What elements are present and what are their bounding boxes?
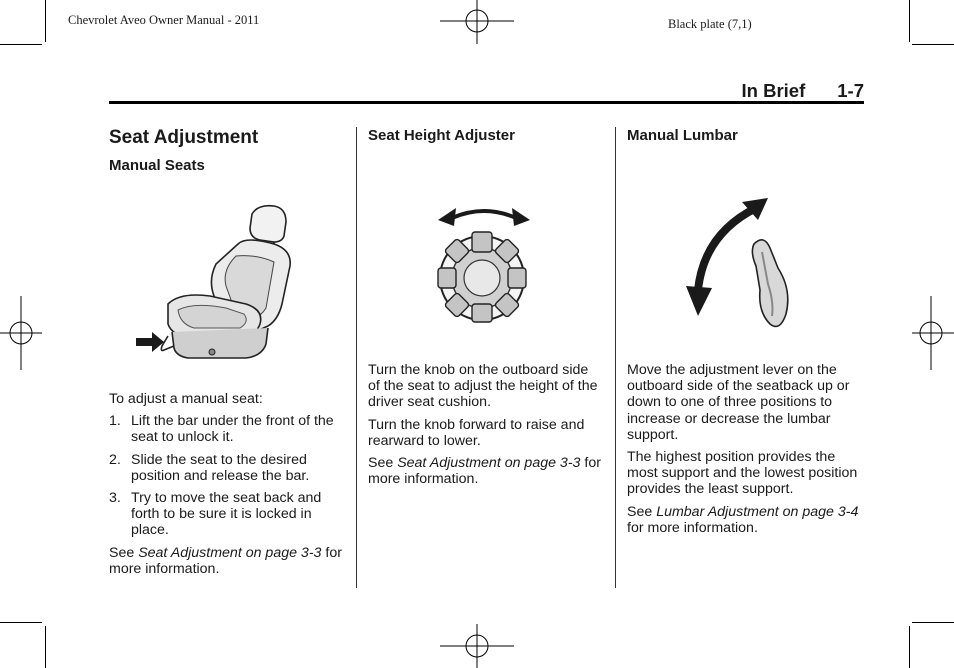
reference-link[interactable]: Lumbar Adjustment on page 3-4	[656, 503, 859, 520]
step-number: 1.	[109, 413, 121, 430]
column-1-body	[109, 391, 349, 583]
running-head	[742, 80, 864, 102]
subsection-heading: Seat Height Adjuster	[368, 127, 515, 144]
registration-mark-left-icon	[0, 296, 44, 370]
see-suffix: for more information.	[627, 519, 758, 536]
registration-mark-bottom-icon	[440, 624, 516, 668]
crop-mark	[909, 626, 910, 668]
see-suffix: for more information.	[109, 544, 342, 577]
column-2-body	[368, 362, 604, 493]
crop-mark	[0, 44, 42, 45]
see-reference	[627, 504, 865, 536]
step-text: Slide the seat to the desired position and release the bar.	[131, 451, 310, 484]
list-item	[109, 490, 349, 539]
column-divider	[615, 127, 616, 588]
registration-mark-right-icon	[910, 296, 954, 370]
subsection-heading: Manual Seats	[109, 157, 205, 174]
reference-link[interactable]: Seat Adjustment on page 3-3	[138, 544, 322, 561]
height-adjuster-knob-illustration	[432, 196, 536, 326]
section-title: In Brief	[741, 80, 806, 101]
page-number: 1-7	[837, 80, 864, 101]
header-right-text: Black plate (7,1)	[668, 17, 752, 31]
column-3-body	[627, 362, 865, 542]
paragraph: The highest position provides the most support and the lowest position provides the least support.	[627, 449, 858, 498]
see-prefix: See	[368, 455, 398, 472]
paragraph: Turn the knob on the outboard side of the seat to adjust the height of the driver seat cushion.	[368, 362, 598, 411]
manual-seat-illustration	[134, 200, 304, 370]
crop-mark	[912, 44, 954, 45]
see-prefix: See	[109, 544, 139, 561]
list-item	[109, 413, 349, 445]
see-reference	[109, 545, 349, 577]
registration-mark-top-icon	[440, 0, 516, 44]
step-text: Try to move the seat back and forth to be sure it is locked in place.	[131, 490, 322, 539]
header-rule	[109, 101, 864, 104]
crop-mark	[912, 622, 954, 623]
list-item	[109, 452, 349, 484]
crop-mark	[909, 0, 910, 42]
paragraph: Move the adjustment lever on the outboard side of the seatback up or down to one of three positions to increase or decrease the lumbar support.	[627, 362, 850, 443]
section-heading: Seat Adjustment	[109, 127, 259, 148]
reference-link[interactable]: Seat Adjustment on page 3-3	[397, 455, 581, 472]
lumbar-lever-illustration	[682, 194, 802, 334]
see-prefix: See	[627, 503, 657, 520]
paragraph: Turn the knob forward to raise and rearward to lower.	[368, 416, 585, 449]
crop-mark	[0, 622, 42, 623]
see-reference	[368, 455, 604, 487]
column-divider	[356, 127, 357, 588]
header-left-text: Chevrolet Aveo Owner Manual - 2011	[68, 13, 260, 27]
intro-text: To adjust a manual seat:	[109, 391, 263, 407]
steps-list	[109, 413, 349, 538]
subsection-heading: Manual Lumbar	[627, 127, 738, 144]
see-suffix: for more information.	[368, 455, 601, 488]
crop-mark	[45, 0, 46, 42]
step-number: 2.	[109, 451, 121, 468]
step-number: 3.	[109, 490, 121, 507]
crop-mark	[45, 626, 46, 668]
step-text: Lift the bar under the front of the seat to unlock it.	[131, 413, 334, 446]
